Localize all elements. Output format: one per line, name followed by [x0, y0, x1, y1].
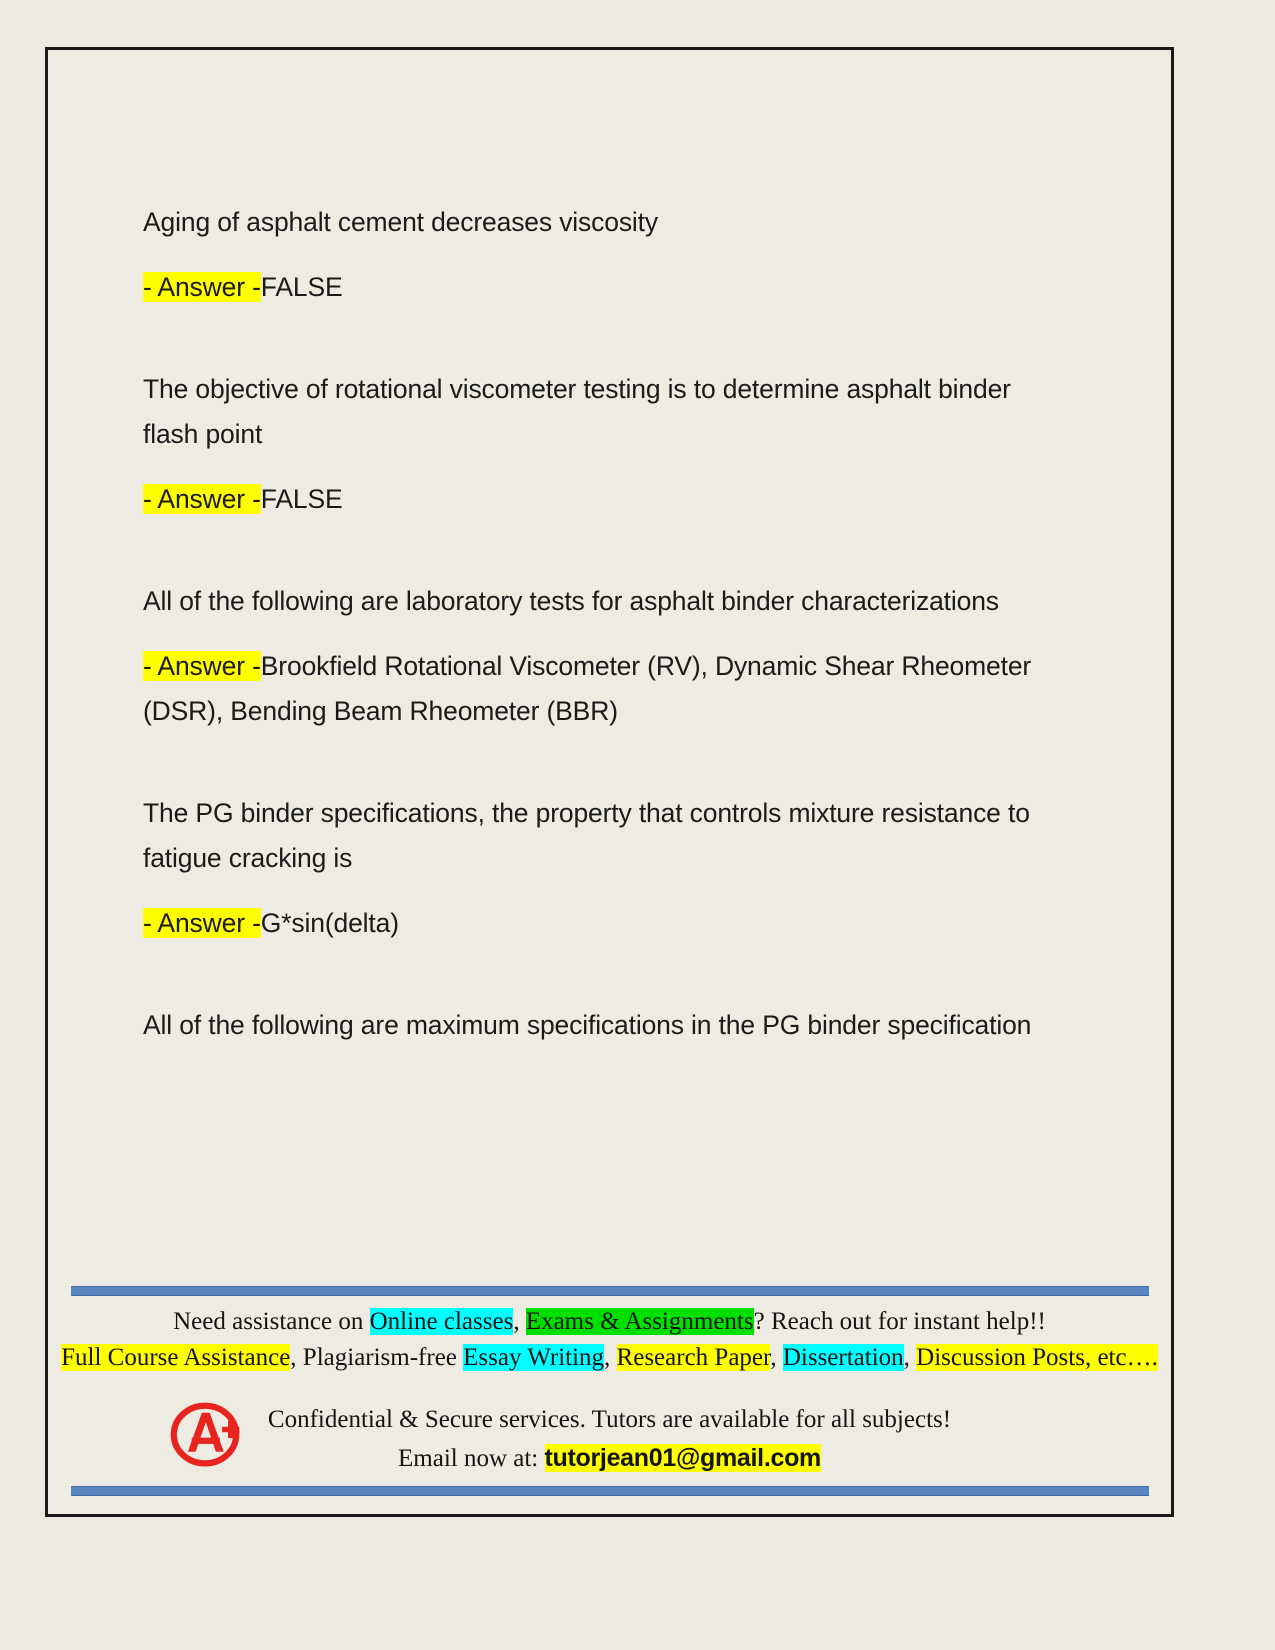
question-text: All of the following are laboratory tests for asphalt binder characterizations	[143, 586, 999, 616]
answer-text: FALSE	[260, 272, 343, 302]
footer-text: , Plagiarism-free	[290, 1344, 464, 1371]
answer-line	[143, 644, 1043, 734]
footer-text: ,	[513, 1308, 526, 1335]
qa-block	[143, 200, 1043, 310]
qa-block	[143, 791, 1043, 946]
highlight-essay-writing: Essay Writing	[463, 1344, 605, 1371]
answer-line	[143, 901, 1043, 946]
footer-divider-top	[71, 1286, 1149, 1296]
question-text: Aging of asphalt cement decreases viscosity	[143, 207, 658, 237]
footer-text: ,	[903, 1344, 917, 1371]
footer-text: ,	[770, 1344, 783, 1371]
answer-label: - Answer -	[143, 908, 261, 938]
highlight-full-course-assistance: Full Course Assistance	[61, 1344, 291, 1371]
question-text: The PG binder specifications, the property that controls mixture resistance to fatigue cracking is	[143, 798, 1030, 873]
qa-block	[143, 579, 1043, 734]
answer-label: - Answer -	[143, 484, 261, 514]
highlight-online-classes: Online classes	[369, 1308, 514, 1335]
answer-text: Brookfield Rotational Viscometer (RV), Dynamic Shear Rheometer (DSR), Bending Beam Rheometer (BBR)	[143, 651, 1032, 726]
question-text: All of the following are maximum specifications in the PG binder specification	[143, 1010, 1032, 1040]
answer-label: - Answer -	[143, 272, 261, 302]
footer-text: ? Reach out for instant help!!	[753, 1308, 1046, 1335]
answer-text: G*sin(delta)	[260, 908, 399, 938]
highlight-exams-assignments: Exams & Assignments	[525, 1308, 754, 1335]
footer-line-confidential: Confidential & Secure services. Tutors are available for all subjects!	[267, 1406, 952, 1433]
qa-block	[143, 367, 1043, 522]
question-text: The objective of rotational viscometer testing is to determine asphalt binder flash point	[143, 374, 1011, 449]
question-answer-list	[143, 200, 1043, 1105]
email-address[interactable]: tutorjean01@gmail.com	[544, 1444, 821, 1472]
footer-line-offerings	[48, 1344, 1171, 1372]
footer-divider-bottom	[71, 1486, 1149, 1496]
highlight-dissertation: Dissertation	[782, 1344, 904, 1371]
promotional-footer	[48, 1286, 1171, 1514]
answer-line	[143, 265, 1043, 310]
document-page	[45, 47, 1174, 1517]
footer-line-email	[48, 1444, 1171, 1473]
highlight-research-paper: Research Paper	[616, 1344, 771, 1371]
answer-label: - Answer -	[143, 651, 261, 681]
answer-text: FALSE	[260, 484, 343, 514]
footer-text: Need assistance on	[173, 1308, 370, 1335]
footer-line-services	[48, 1308, 1171, 1336]
highlight-discussion-posts: Discussion Posts, etc….	[916, 1344, 1158, 1371]
email-prefix-label: Email now at:	[398, 1445, 545, 1472]
answer-line	[143, 477, 1043, 522]
footer-text: ,	[604, 1344, 617, 1371]
qa-block	[143, 1003, 1043, 1048]
